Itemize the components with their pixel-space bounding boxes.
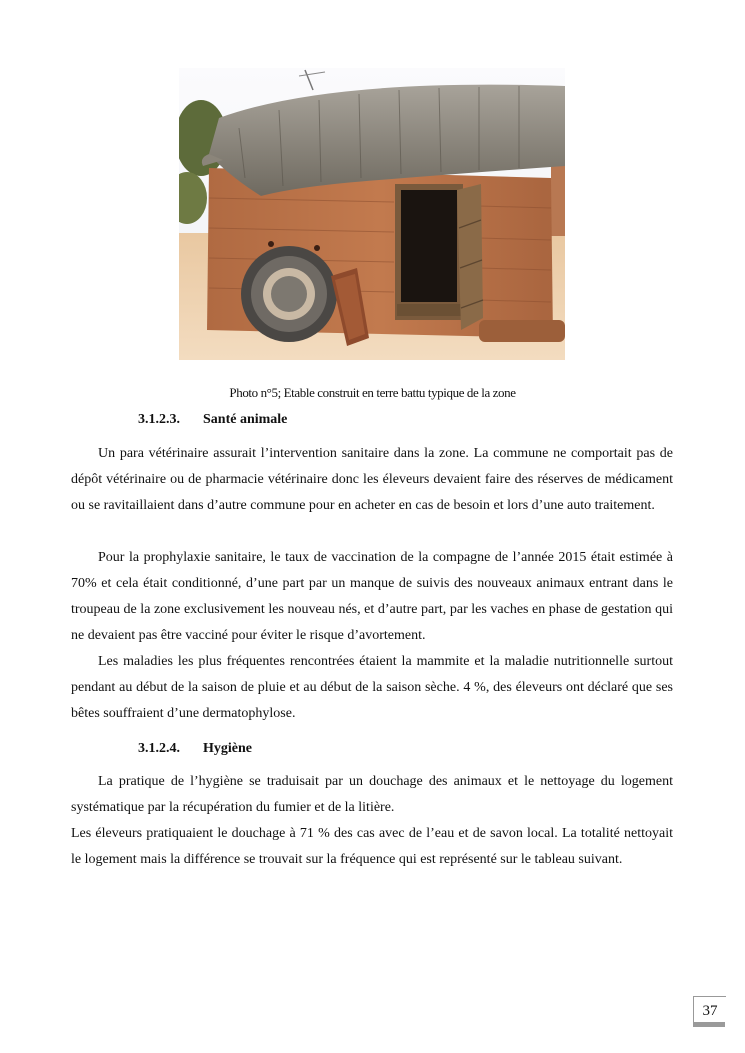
figure-caption: Photo n°5; Etable construit en terre battu typique de la zone bbox=[229, 385, 516, 400]
section-heading-hygiene bbox=[138, 741, 252, 757]
paragraph: La pratique de l’hygiène se traduisait par un douchage des animaux et le nettoyage du logement systématique par la récupération du fumier et de la litière. bbox=[71, 774, 673, 815]
barn-photo bbox=[179, 68, 565, 360]
page-number-bar bbox=[693, 1022, 725, 1027]
paragraph: Un para vétérinaire assurait l’intervention sanitaire dans la zone. La commune ne comportait pas de dépôt vétérinaire ou de pharmacie vétérinaire donc les éleveurs devaient faire des réserves de médicament ou se ravitaillaient dans d’autre commune pour en acheter en cas de besoin et lors d’une auto traitement. bbox=[71, 446, 673, 513]
paragraph: Les éleveurs pratiquaient le douchage à 71 % des cas avec de l’eau et de savon local. La totalité nettoyait le logement mais la différence se trouvait sur la fréquence qui est représenté sur le tableau suivant. bbox=[71, 826, 673, 867]
paragraph: Pour la prophylaxie sanitaire, le taux de vaccination de la compagne de l’année 2015 était estimée à 70% et cela était conditionné, d’une part par un manque de suivis des nouveaux animaux entrant dans le troupeau de la zone exclusivement les nouveau nés, et d’autre part, par les vaches en phase de gestation qui ne devaient pas être vacciné pour éviter le risque d’avortement. bbox=[71, 550, 673, 643]
section-title: Santé animale bbox=[203, 412, 288, 427]
section-title: Hygiène bbox=[203, 741, 252, 756]
page-number: 37 bbox=[693, 996, 726, 1027]
section-number: 3.1.2.4. bbox=[138, 741, 180, 756]
section-number: 3.1.2.3. bbox=[138, 412, 180, 427]
section-heading-sante bbox=[138, 412, 287, 428]
paragraph: Les maladies les plus fréquentes rencontrées étaient la mammite et la maladie nutritionnelle surtout pendant au début de la saison de pluie et au début de la saison sèche. 4 %, des éleveurs ont déclaré que ses bêtes souffraient d’une dermatophylose. bbox=[71, 654, 673, 721]
